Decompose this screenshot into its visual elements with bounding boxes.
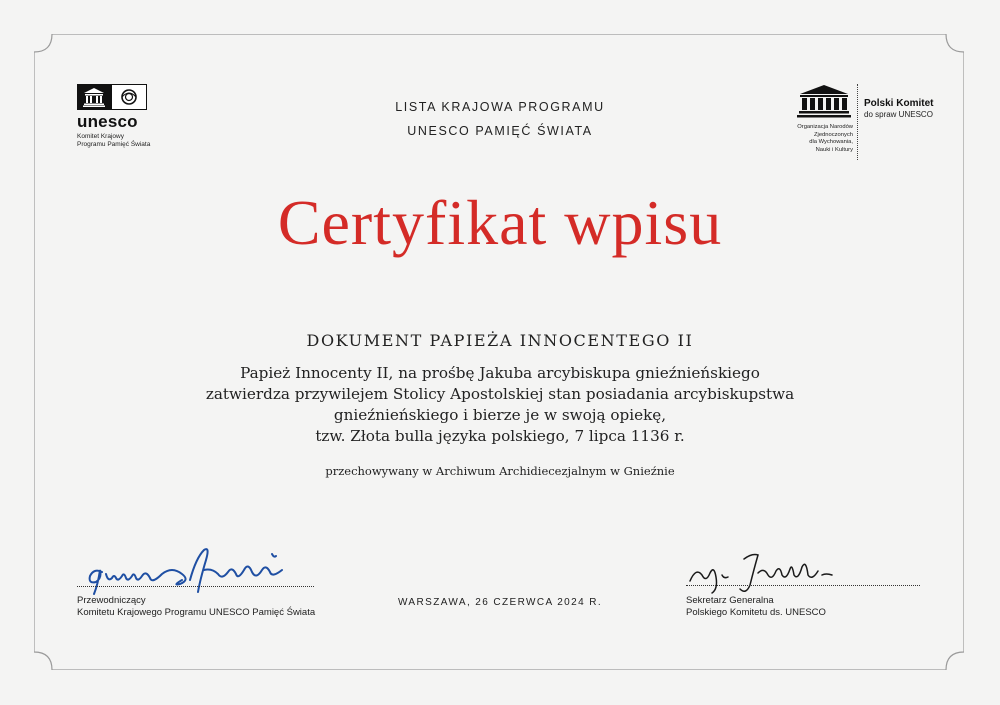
polish-committee-logo xyxy=(780,84,970,164)
document-description xyxy=(150,363,850,447)
chairman-caption xyxy=(77,595,315,619)
org-name-line: Nauki i Kultury xyxy=(815,146,853,153)
chairman-signature-line xyxy=(77,586,314,587)
secretary-role-line-2: Polskiego Komitetu ds. UNESCO xyxy=(686,607,826,618)
committee-title: Polski Komitet xyxy=(864,98,934,109)
archive-location: przechowywany w Archiwum Archidiecezjalnym w Gnieźnie xyxy=(325,464,675,478)
description-line: gnieźnieńskiego i bierze je w swoją opiekę, xyxy=(333,406,667,424)
secretary-caption xyxy=(686,595,826,619)
org-name-line: Zjednoczonych xyxy=(814,131,853,138)
header-line-2: UNESCO PAMIĘĆ ŚWIATA xyxy=(407,124,593,138)
chairman-signature xyxy=(72,540,312,600)
committee-subtitle: do spraw UNESCO xyxy=(864,110,933,119)
description-line: zatwierdza przywilejem Stolicy Apostolskiej stan posiadania arcybiskupstwa xyxy=(205,385,795,403)
header-line-1: LISTA KRAJOWA PROGRAMU xyxy=(395,100,605,114)
chairman-role-line-2: Komitetu Krajowego Programu UNESCO Pamięć Świata xyxy=(77,607,316,618)
memory-of-world-icon xyxy=(111,84,147,110)
unesco-temple-icon xyxy=(796,84,852,118)
unesco-memory-logo xyxy=(77,84,177,149)
logo-divider xyxy=(857,84,858,160)
logo-left-subtitle-line: Komitet Krajowy xyxy=(77,133,124,140)
issue-date: WARSZAWA, 26 CZERWCA 2024 R. xyxy=(397,597,603,608)
unesco-organization-name xyxy=(780,124,853,154)
description-line: Papież Innocenty II, na prośbę Jakuba arcybiskupa gnieźnieńskiego xyxy=(240,364,760,382)
certificate-title: Certyfikat wpisu xyxy=(277,187,723,258)
logo-left-subtitle-line: Programu Pamięć Świata xyxy=(77,141,151,148)
unesco-temple-icon xyxy=(77,84,111,110)
secretary-signature xyxy=(682,545,852,597)
description-line: tzw. Złota bulla języka polskiego, 7 lipca 1136 r. xyxy=(315,427,685,445)
org-name-line: dla Wychowania, xyxy=(809,139,853,145)
unesco-wordmark: unesco xyxy=(77,112,138,131)
org-name-line: Organizacja Narodów xyxy=(797,124,853,130)
secretary-signature-line xyxy=(686,585,920,586)
chairman-role-line-1: Przewodniczący xyxy=(77,595,146,606)
secretary-role-line-1: Sekretarz Generalna xyxy=(686,595,774,606)
document-name: DOKUMENT PAPIEŻA INNOCENTEGO II xyxy=(306,331,694,350)
program-header xyxy=(300,95,700,143)
logo-left-subtitle xyxy=(77,133,177,149)
